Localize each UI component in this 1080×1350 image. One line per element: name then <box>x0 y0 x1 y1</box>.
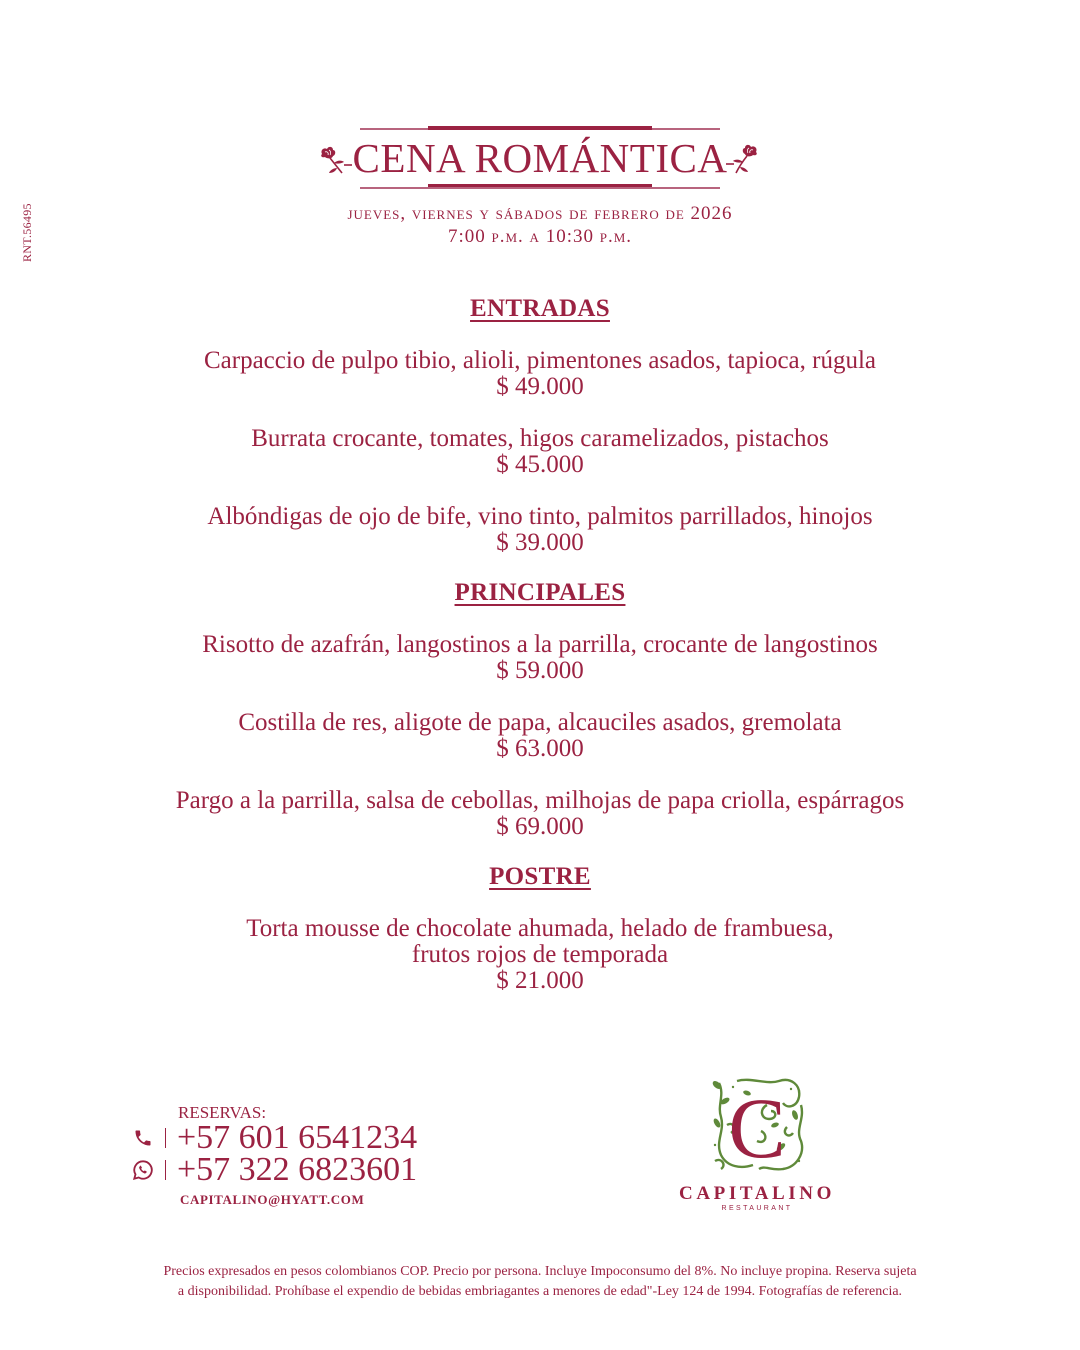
capitalino-logo <box>662 1075 852 1214</box>
item-price: $ 21.000 <box>496 967 584 994</box>
separator <box>165 1128 166 1148</box>
section-postre <box>0 862 1080 994</box>
menu-header <box>0 126 1080 248</box>
item-price: $ 59.000 <box>496 657 584 684</box>
section-title: POSTRE <box>489 863 591 890</box>
rose-icon <box>724 144 760 176</box>
item-description: Albóndigas de ojo de bife, vino tinto, palmitos parrillados, hinojos <box>207 503 873 530</box>
logo-name: CAPITALINO <box>679 1183 835 1204</box>
phone-row[interactable] <box>132 1119 472 1156</box>
schedule-days: jueves, viernes y sábados de febrero de 2026 <box>347 203 733 224</box>
legal-disclaimer <box>60 1262 1020 1302</box>
menu-item <box>0 916 1080 994</box>
section-title: ENTRADAS <box>470 295 610 322</box>
disclaimer-line-1: Precios expresados en pesos colombianos COP. Precio por persona. Incluye Impoconsumo del 8%. No incluye propina. Reserva sujeta <box>163 1264 917 1279</box>
phone-number[interactable]: +57 601 6541234 <box>177 1119 418 1156</box>
top-thick-rule <box>428 126 652 130</box>
item-description: Burrata crocante, tomates, higos caramelizados, pistachos <box>251 425 829 452</box>
item-description: Torta mousse de chocolate ahumada, helado de frambuesa, <box>246 915 834 942</box>
item-description: Risotto de azafrán, langostinos a la parrilla, crocante de langostinos <box>202 631 878 658</box>
svg-text:C: C <box>728 1080 786 1175</box>
separator <box>165 1160 166 1180</box>
item-description: Costilla de res, aligote de papa, alcauciles asados, gremolata <box>238 709 842 736</box>
item-description-continued: frutos rojos de temporada <box>411 941 669 968</box>
email-link[interactable]: CAPITALINO@HYATT.COM <box>180 1192 365 1207</box>
reservations-label: RESERVAS: <box>178 1103 267 1122</box>
menu-body <box>0 294 1080 1020</box>
menu-item <box>0 788 1080 840</box>
whatsapp-icon <box>132 1159 154 1181</box>
schedule <box>0 202 1080 248</box>
registration-number: RNT.56495 <box>20 203 34 262</box>
item-price: $ 45.000 <box>496 451 584 478</box>
menu-item <box>0 632 1080 684</box>
schedule-hours: 7:00 p.m. a 10:30 p.m. <box>447 226 633 247</box>
reservations-contact <box>132 1104 472 1208</box>
item-price: $ 39.000 <box>496 529 584 556</box>
disclaimer-line-2: a disponibilidad. Prohíbase el expendio de bebidas embriagantes a menores de edad"-Ley 124 de 1994. Fotografías de referencia. <box>177 1284 903 1299</box>
menu-item <box>0 426 1080 478</box>
menu-item <box>0 348 1080 400</box>
whatsapp-row[interactable] <box>132 1151 472 1188</box>
title-frame <box>352 126 728 190</box>
phone-icon <box>132 1127 154 1149</box>
item-description: Carpaccio de pulpo tibio, alioli, pimentones asados, tapioca, rúgula <box>203 347 877 374</box>
section-title: PRINCIPALES <box>454 579 626 606</box>
whatsapp-number[interactable]: +57 322 6823601 <box>177 1151 418 1188</box>
item-price: $ 63.000 <box>496 735 584 762</box>
bottom-thin-rule <box>360 187 720 189</box>
menu-item <box>0 710 1080 762</box>
menu-item <box>0 504 1080 556</box>
logo-subtitle: RESTAURANT <box>721 1205 793 1212</box>
item-price: $ 49.000 <box>496 373 584 400</box>
item-description: Pargo a la parrilla, salsa de cebollas, milhojas de papa criolla, espárragos <box>175 787 905 814</box>
section-entradas <box>0 294 1080 556</box>
logo-monogram-icon <box>707 1075 807 1175</box>
page-title: CENA ROMÁNTICA <box>352 135 728 181</box>
item-price: $ 69.000 <box>496 813 584 840</box>
section-principales <box>0 578 1080 840</box>
